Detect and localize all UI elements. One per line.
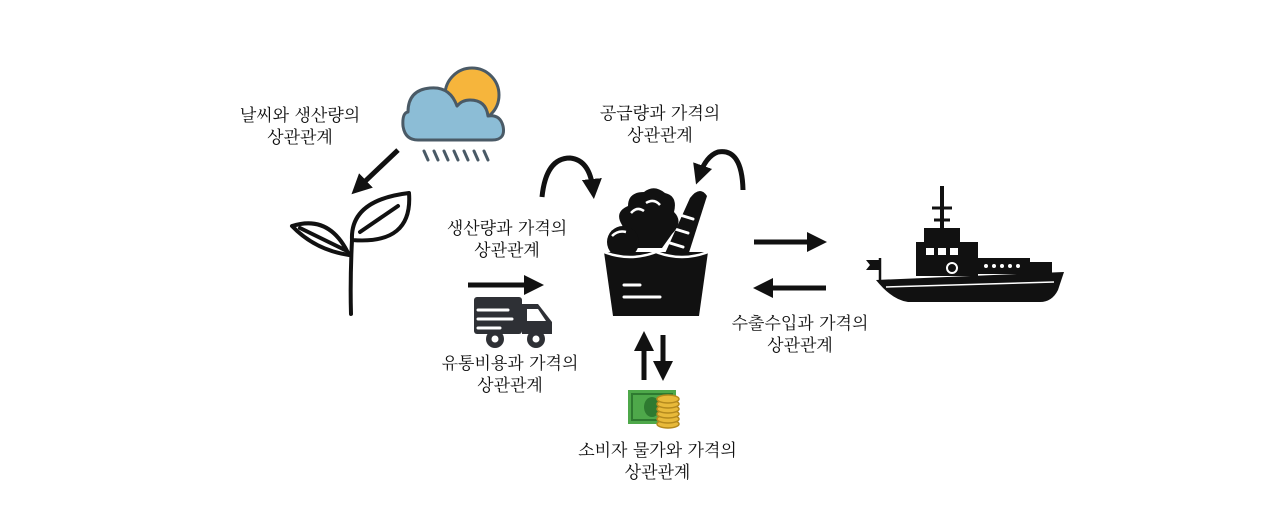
production-label-line2: 상관관계 (474, 241, 540, 261)
production-price-label (422, 218, 592, 262)
distribution-price-label (415, 353, 605, 397)
supply-label-line2: 상관관계 (627, 126, 693, 146)
ship-icon (866, 186, 1064, 302)
weather-label-line1: 날씨와 생산량의 (239, 106, 361, 126)
plant-sprout-icon (292, 193, 409, 314)
weather-cloud-sun-icon (403, 68, 504, 160)
production-label-line1: 생산량과 가격의 (446, 219, 568, 239)
delivery-truck-icon (474, 297, 552, 348)
supply-price-label (575, 103, 745, 147)
distribution-label-line2: 상관관계 (477, 376, 543, 396)
grocery-bag-icon (604, 188, 708, 316)
weather-label-line2: 상관관계 (267, 128, 333, 148)
arrow-weather-to-plant (358, 150, 398, 188)
consumer-price-label (550, 440, 765, 484)
distribution-label-line1: 유통비용과 가격의 (441, 354, 579, 374)
weather-production-label (215, 105, 385, 149)
consumer-label-line2: 상관관계 (624, 463, 691, 483)
money-coins-icon (628, 390, 679, 428)
curved-arrow-left (542, 158, 593, 197)
supply-label-line1: 공급량과 가격의 (599, 104, 721, 124)
trade-price-label (705, 313, 895, 357)
curved-arrow-right (699, 152, 743, 190)
consumer-label-line1: 소비자 물가와 가격의 (578, 441, 737, 461)
trade-label-line2: 상관관계 (767, 336, 833, 356)
trade-label-line1: 수출수입과 가격의 (731, 314, 869, 334)
